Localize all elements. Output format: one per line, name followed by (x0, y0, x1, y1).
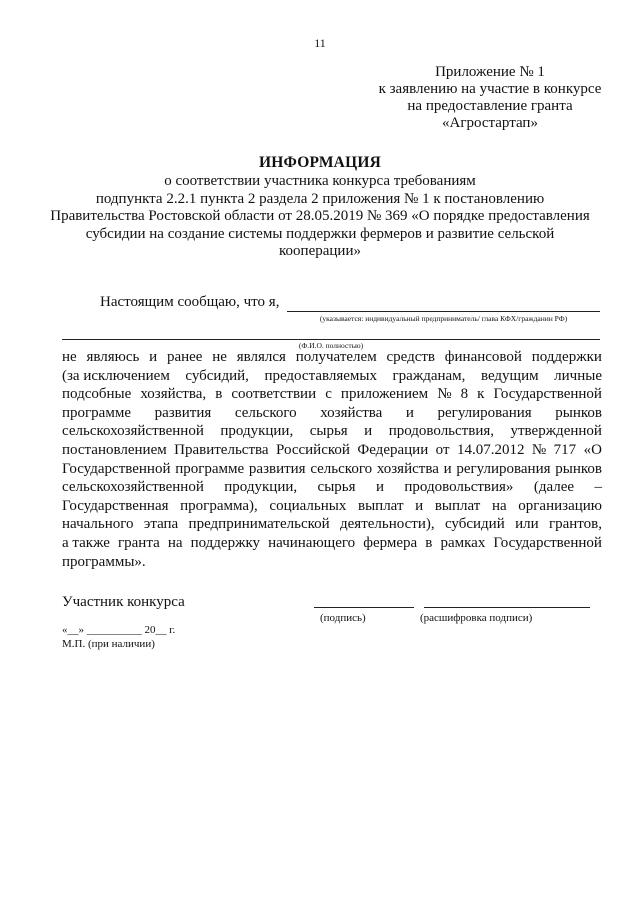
annex-line: на предоставление гранта (407, 98, 573, 114)
body-word: этапа (143, 516, 179, 533)
body-word: программа), (180, 497, 258, 514)
decoding-line (424, 607, 590, 608)
body-word: постановлением (62, 441, 167, 458)
body-line (62, 478, 602, 497)
body-word: хозяйства (320, 404, 383, 421)
body-word: и (415, 497, 424, 514)
fio-fill-line (62, 339, 600, 340)
body-line (62, 385, 602, 404)
body-line (62, 348, 602, 367)
body-word: утвержденной (510, 423, 602, 440)
document-subtitle (40, 173, 600, 261)
body-word: Федерации (357, 441, 429, 458)
body-line (62, 460, 602, 479)
body-word: средств (386, 349, 436, 365)
body-word: на (167, 534, 183, 551)
body-line (62, 553, 602, 572)
page-number: 11 (314, 36, 326, 50)
subtitle-line: кооперации» (279, 243, 361, 259)
body-word: предоставляемых (264, 367, 377, 384)
body-word: поддержку (190, 534, 261, 551)
body-word: являлся (236, 349, 286, 365)
body-word: (за исключением (62, 367, 170, 384)
annex-line: Приложение № 1 (435, 64, 545, 80)
body-word: продукции, (220, 423, 294, 440)
body-word: и (405, 404, 414, 421)
declaration-prefix: Настоящим сообщаю, что я, (100, 294, 280, 310)
body-word: продовольствия» (404, 479, 514, 496)
annex-line: «Агростартап» (442, 115, 538, 131)
body-word: или (515, 516, 539, 533)
subtitle-line: о соответствии участника конкурса требованиям (164, 173, 476, 189)
body-word: подсобные (62, 386, 132, 403)
body-word: личные (554, 367, 602, 384)
body-word: Государственная (62, 497, 169, 514)
body-word: сельского (310, 460, 373, 477)
body-word: сырья (309, 423, 348, 440)
body-word: не (212, 349, 227, 365)
signature-line (314, 607, 414, 608)
body-word: № (531, 441, 547, 458)
body-word: хозяйства (376, 460, 439, 477)
body-word: 8 (460, 386, 469, 403)
annex-line: к заявлению на участие в конкурсе (378, 81, 602, 97)
body-line (62, 441, 602, 460)
body-word: и (149, 349, 158, 365)
status-hint: (указывается: индивидуальный предприниматель/ глава КФХ/гражданин РФ) (319, 314, 568, 323)
seal-note: М.П. (при наличии) (62, 638, 155, 650)
body-word: не (62, 349, 77, 365)
body-word: субсидий (444, 516, 505, 533)
body-word: фермера (363, 534, 418, 551)
subtitle-line: подпункта 2.2.1 пункта 2 раздела 2 приложения № 1 к постановлению (95, 190, 545, 207)
body-word: с (325, 386, 332, 403)
body-word: являюсь (86, 349, 140, 365)
participant-label: Участник конкурса (62, 594, 185, 610)
body-word: сельскохозяйственной (62, 479, 204, 496)
body-line (62, 534, 602, 553)
body-word: Российской (276, 441, 350, 458)
body-word: 717 (553, 441, 577, 458)
body-word: и (443, 460, 452, 477)
body-word: поддержки (531, 349, 602, 365)
body-word: Государственной (493, 534, 602, 551)
body-word: сельского (234, 404, 297, 421)
body-line (62, 404, 602, 423)
body-word: в (215, 386, 223, 403)
body-word: рынков (555, 404, 602, 421)
body-line (62, 367, 602, 386)
decoding-caption: (расшифровка подписи) (420, 612, 533, 624)
subtitle-line: Правительства Ростовской области от 28.05.2019 № 369 «О порядке предоставления (50, 208, 590, 224)
body-word: и (364, 423, 373, 440)
body-word: деятельности), (340, 516, 435, 533)
body-word: № (437, 386, 452, 403)
body-word: на (491, 497, 507, 514)
body-word: «О (583, 441, 602, 458)
body-word: Государственной (493, 386, 602, 403)
body-word: и (375, 479, 384, 496)
body-word: рынков (555, 460, 602, 477)
body-word: программе (62, 404, 131, 421)
body-word: выплат (434, 497, 481, 514)
body-word: программы». (62, 553, 146, 570)
body-word: а также (62, 534, 110, 551)
body-word: от (435, 441, 450, 458)
body-word: соответствии (231, 386, 317, 403)
body-word: организацию (518, 497, 602, 514)
body-word: предпринимательской (188, 516, 330, 533)
body-word: сырья (317, 479, 356, 496)
body-word: выплат (358, 497, 404, 514)
body-word: субсидий, (185, 367, 249, 384)
body-word: 14.07.2012 (456, 441, 525, 458)
body-word: Государственной (62, 460, 171, 477)
body-line (62, 515, 602, 534)
body-word: продовольствия, (388, 423, 494, 440)
annex-header (370, 64, 610, 132)
body-word: сельскохозяйственной (62, 423, 204, 440)
body-word: – (594, 479, 602, 496)
body-word: начинающего (268, 534, 356, 551)
body-word: приложением (340, 386, 429, 403)
subtitle-line: субсидии на создание системы поддержки фермеров и развитие сельской (85, 225, 555, 242)
status-fill-line (287, 311, 600, 312)
body-word: регулирования (437, 404, 532, 421)
body-word: рамках (440, 534, 486, 551)
body-word: (далее (533, 479, 575, 496)
body-word: ранее (166, 349, 203, 365)
body-line (62, 422, 602, 441)
body-word: хозяйства, (140, 386, 207, 403)
body-word: развития (248, 460, 306, 477)
body-word: в (425, 534, 433, 551)
body-word: программе (175, 460, 245, 477)
body-word: развития (154, 404, 212, 421)
date-line: «__» __________ 20__ г. (62, 624, 176, 636)
body-word: гранта (118, 534, 160, 551)
body-word: грантов, (548, 516, 602, 533)
body-word: ведущим (480, 367, 539, 384)
body-word: начального (62, 516, 134, 533)
signature-caption: (подпись) (320, 612, 366, 624)
document-title: ИНФОРМАЦИЯ (259, 154, 381, 171)
body-word: финансовой (444, 349, 522, 365)
body-line (62, 497, 602, 516)
body-word: к (477, 386, 485, 403)
body-word: Правительства (174, 441, 269, 458)
body-word: получателем (295, 349, 377, 365)
body-word: социальных (269, 497, 347, 514)
body-word: продукции, (224, 479, 298, 496)
fio-hint: (Ф.И.О. полностью) (298, 341, 364, 350)
body-word: гражданам, (392, 367, 466, 384)
declaration-body (62, 348, 602, 571)
body-word: регулирования (456, 460, 551, 477)
